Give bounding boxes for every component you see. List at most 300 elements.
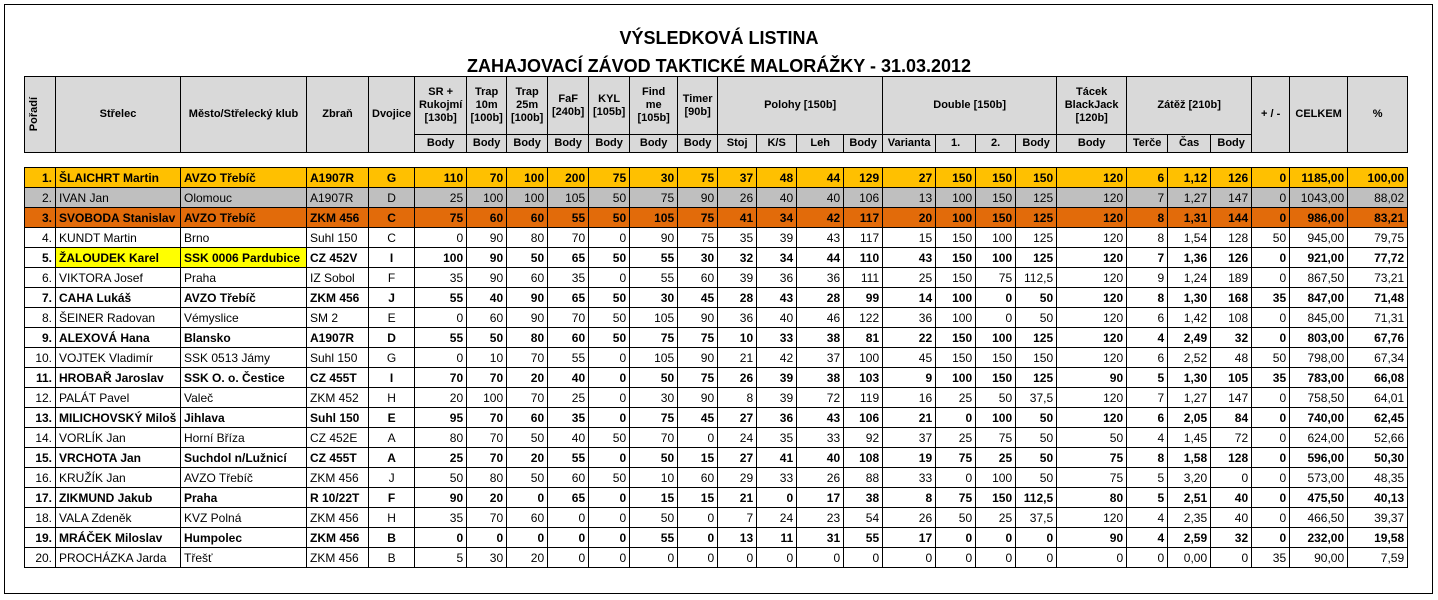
terce-cell: 5 bbox=[1127, 468, 1168, 488]
sr-cell: 95 bbox=[415, 408, 467, 428]
percent-cell: 39,37 bbox=[1348, 508, 1408, 528]
weapon-cell: ZKM 456 bbox=[307, 208, 369, 228]
total-cell: 758,50 bbox=[1290, 388, 1348, 408]
table-row bbox=[25, 488, 1408, 508]
double2-cell: 0 bbox=[976, 288, 1016, 308]
zatez-body-cell: 128 bbox=[1211, 448, 1252, 468]
sr-cell: 25 bbox=[415, 188, 467, 208]
name-cell: ŽALOUDEK Karel bbox=[56, 248, 181, 268]
terce-cell: 7 bbox=[1127, 388, 1168, 408]
club-cell: Vémyslice bbox=[181, 308, 307, 328]
weapon-cell: Suhl 150 bbox=[307, 228, 369, 248]
plusminus-cell: 50 bbox=[1252, 228, 1290, 248]
cas-cell: 2,51 bbox=[1168, 488, 1211, 508]
table-row bbox=[25, 188, 1408, 208]
stoj-cell: 28 bbox=[718, 288, 757, 308]
plusminus-cell: 0 bbox=[1252, 388, 1290, 408]
club-cell: Humpolec bbox=[181, 528, 307, 548]
total-cell: 740,00 bbox=[1290, 408, 1348, 428]
plusminus-cell: 35 bbox=[1252, 368, 1290, 388]
pair-cell: H bbox=[369, 508, 415, 528]
kyl-cell: 0 bbox=[589, 388, 630, 408]
double1-cell: 150 bbox=[936, 228, 976, 248]
double1-cell: 25 bbox=[936, 388, 976, 408]
subheader-body: Body bbox=[467, 135, 507, 153]
polohy-body-cell: 88 bbox=[844, 468, 883, 488]
leh-cell: 38 bbox=[797, 328, 844, 348]
total-cell: 232,00 bbox=[1290, 528, 1348, 548]
trap10-cell: 70 bbox=[467, 508, 507, 528]
faf-cell: 70 bbox=[548, 308, 589, 328]
leh-cell: 44 bbox=[797, 168, 844, 188]
varianta-cell: 45 bbox=[883, 348, 936, 368]
double1-cell: 75 bbox=[936, 488, 976, 508]
cas-cell: 0,00 bbox=[1168, 548, 1211, 568]
terce-cell: 0 bbox=[1127, 548, 1168, 568]
double2-cell: 75 bbox=[976, 268, 1016, 288]
cas-cell: 2,59 bbox=[1168, 528, 1211, 548]
double2-cell: 150 bbox=[976, 488, 1016, 508]
trap25-cell: 90 bbox=[507, 308, 548, 328]
plusminus-cell: 35 bbox=[1252, 548, 1290, 568]
double-body-cell: 125 bbox=[1016, 188, 1057, 208]
pair-cell: A bbox=[369, 428, 415, 448]
zatez-body-cell: 126 bbox=[1211, 248, 1252, 268]
rank-cell: 19. bbox=[25, 528, 56, 548]
club-cell: Blansko bbox=[181, 328, 307, 348]
stoj-cell: 26 bbox=[718, 188, 757, 208]
sr-cell: 20 bbox=[415, 388, 467, 408]
faf-cell: 35 bbox=[548, 268, 589, 288]
varianta-cell: 26 bbox=[883, 508, 936, 528]
ks-cell: 24 bbox=[757, 508, 797, 528]
leh-cell: 37 bbox=[797, 348, 844, 368]
table-row bbox=[25, 348, 1408, 368]
trap25-cell: 0 bbox=[507, 488, 548, 508]
rank-cell: 4. bbox=[25, 228, 56, 248]
pair-cell: B bbox=[369, 528, 415, 548]
faf-cell: 60 bbox=[548, 468, 589, 488]
sr-cell: 35 bbox=[415, 508, 467, 528]
stoj-cell: 21 bbox=[718, 488, 757, 508]
kyl-cell: 50 bbox=[589, 248, 630, 268]
double2-cell: 100 bbox=[976, 248, 1016, 268]
results-table bbox=[24, 76, 1408, 568]
name-cell: HROBAŘ Jaroslav bbox=[56, 368, 181, 388]
timer-cell: 30 bbox=[678, 248, 718, 268]
double-body-cell: 112,5 bbox=[1016, 268, 1057, 288]
club-cell: Třešť bbox=[181, 548, 307, 568]
leh-cell: 38 bbox=[797, 368, 844, 388]
trap10-cell: 90 bbox=[467, 248, 507, 268]
table-row bbox=[25, 548, 1408, 568]
header-dvojice: Dvojice bbox=[369, 77, 415, 153]
name-cell: ŠLAICHRT Martin bbox=[56, 168, 181, 188]
polohy-body-cell: 81 bbox=[844, 328, 883, 348]
polohy-body-cell: 111 bbox=[844, 268, 883, 288]
weapon-cell: ZKM 456 bbox=[307, 468, 369, 488]
double-body-cell: 50 bbox=[1016, 468, 1057, 488]
rank-cell: 3. bbox=[25, 208, 56, 228]
varianta-cell: 19 bbox=[883, 448, 936, 468]
club-cell: Olomouc bbox=[181, 188, 307, 208]
tacek-cell: 120 bbox=[1057, 248, 1127, 268]
findme-cell: 30 bbox=[630, 168, 678, 188]
stoj-cell: 7 bbox=[718, 508, 757, 528]
cas-cell: 1,42 bbox=[1168, 308, 1211, 328]
double1-cell: 150 bbox=[936, 348, 976, 368]
percent-cell: 52,66 bbox=[1348, 428, 1408, 448]
kyl-cell: 0 bbox=[589, 508, 630, 528]
kyl-cell: 0 bbox=[589, 448, 630, 468]
varianta-cell: 15 bbox=[883, 228, 936, 248]
double2-cell: 100 bbox=[976, 228, 1016, 248]
zatez-body-cell: 189 bbox=[1211, 268, 1252, 288]
kyl-cell: 50 bbox=[589, 468, 630, 488]
cas-cell: 1,24 bbox=[1168, 268, 1211, 288]
findme-cell: 30 bbox=[630, 288, 678, 308]
name-cell: KRUŽÍK Jan bbox=[56, 468, 181, 488]
findme-cell: 55 bbox=[630, 268, 678, 288]
page-title: VÝSLEDKOVÁ LISTINA bbox=[619, 28, 819, 48]
varianta-cell: 13 bbox=[883, 188, 936, 208]
percent-cell: 67,76 bbox=[1348, 328, 1408, 348]
rank-cell: 17. bbox=[25, 488, 56, 508]
trap25-cell: 50 bbox=[507, 428, 548, 448]
name-cell: MRÁČEK Miloslav bbox=[56, 528, 181, 548]
varianta-cell: 14 bbox=[883, 288, 936, 308]
sr-cell: 5 bbox=[415, 548, 467, 568]
name-cell: ALEXOVÁ Hana bbox=[56, 328, 181, 348]
name-cell: MILICHOVSKÝ Miloš bbox=[56, 408, 181, 428]
polohy-body-cell: 122 bbox=[844, 308, 883, 328]
sr-cell: 55 bbox=[415, 328, 467, 348]
ks-cell: 33 bbox=[757, 468, 797, 488]
sr-cell: 80 bbox=[415, 428, 467, 448]
stoj-cell: 26 bbox=[718, 368, 757, 388]
tacek-cell: 0 bbox=[1057, 548, 1127, 568]
double-body-cell: 37,5 bbox=[1016, 508, 1057, 528]
pair-cell: E bbox=[369, 408, 415, 428]
zatez-body-cell: 108 bbox=[1211, 308, 1252, 328]
ks-cell: 36 bbox=[757, 268, 797, 288]
zatez-body-cell: 40 bbox=[1211, 508, 1252, 528]
kyl-cell: 0 bbox=[589, 368, 630, 388]
double1-cell: 0 bbox=[936, 548, 976, 568]
zatez-body-cell: 72 bbox=[1211, 428, 1252, 448]
subheader-leh: Leh bbox=[797, 135, 844, 153]
findme-cell: 105 bbox=[630, 308, 678, 328]
timer-cell: 0 bbox=[678, 548, 718, 568]
zatez-body-cell: 168 bbox=[1211, 288, 1252, 308]
leh-cell: 44 bbox=[797, 248, 844, 268]
sr-cell: 35 bbox=[415, 268, 467, 288]
name-cell: SVOBODA Stanislav bbox=[56, 208, 181, 228]
terce-cell: 7 bbox=[1127, 248, 1168, 268]
header-kyl: KYL [105b] bbox=[589, 77, 630, 135]
terce-cell: 4 bbox=[1127, 528, 1168, 548]
leh-cell: 23 bbox=[797, 508, 844, 528]
tacek-cell: 75 bbox=[1057, 448, 1127, 468]
table-row bbox=[25, 468, 1408, 488]
timer-cell: 60 bbox=[678, 468, 718, 488]
faf-cell: 105 bbox=[548, 188, 589, 208]
table-row bbox=[25, 248, 1408, 268]
cas-cell: 1,30 bbox=[1168, 368, 1211, 388]
double1-cell: 150 bbox=[936, 328, 976, 348]
ks-cell: 48 bbox=[757, 168, 797, 188]
weapon-cell: CZ 452V bbox=[307, 248, 369, 268]
trap10-cell: 0 bbox=[467, 528, 507, 548]
table-row bbox=[25, 268, 1408, 288]
cas-cell: 1,54 bbox=[1168, 228, 1211, 248]
leh-cell: 0 bbox=[797, 548, 844, 568]
timer-cell: 75 bbox=[678, 328, 718, 348]
timer-cell: 75 bbox=[678, 208, 718, 228]
percent-cell: 71,31 bbox=[1348, 308, 1408, 328]
club-cell: Brno bbox=[181, 228, 307, 248]
kyl-cell: 0 bbox=[589, 528, 630, 548]
faf-cell: 55 bbox=[548, 448, 589, 468]
percent-cell: 73,21 bbox=[1348, 268, 1408, 288]
varianta-cell: 17 bbox=[883, 528, 936, 548]
polohy-body-cell: 100 bbox=[844, 348, 883, 368]
leh-cell: 43 bbox=[797, 408, 844, 428]
rank-cell: 5. bbox=[25, 248, 56, 268]
double2-cell: 150 bbox=[976, 168, 1016, 188]
cas-cell: 1,12 bbox=[1168, 168, 1211, 188]
faf-cell: 40 bbox=[548, 368, 589, 388]
kyl-cell: 50 bbox=[589, 208, 630, 228]
tacek-cell: 120 bbox=[1057, 208, 1127, 228]
cas-cell: 1,36 bbox=[1168, 248, 1211, 268]
double1-cell: 100 bbox=[936, 288, 976, 308]
zatez-body-cell: 0 bbox=[1211, 468, 1252, 488]
faf-cell: 25 bbox=[548, 388, 589, 408]
leh-cell: 31 bbox=[797, 528, 844, 548]
terce-cell: 9 bbox=[1127, 268, 1168, 288]
polohy-body-cell: 117 bbox=[844, 208, 883, 228]
header-double: Double [150b] bbox=[883, 77, 1057, 135]
table-row bbox=[25, 388, 1408, 408]
stoj-cell: 35 bbox=[718, 228, 757, 248]
polohy-body-cell: 108 bbox=[844, 448, 883, 468]
ks-cell: 39 bbox=[757, 368, 797, 388]
ks-cell: 43 bbox=[757, 288, 797, 308]
kyl-cell: 0 bbox=[589, 548, 630, 568]
zatez-body-cell: 40 bbox=[1211, 488, 1252, 508]
varianta-cell: 27 bbox=[883, 168, 936, 188]
timer-cell: 15 bbox=[678, 448, 718, 468]
percent-cell: 79,75 bbox=[1348, 228, 1408, 248]
zatez-body-cell: 84 bbox=[1211, 408, 1252, 428]
club-cell: KVZ Polná bbox=[181, 508, 307, 528]
total-cell: 803,00 bbox=[1290, 328, 1348, 348]
tacek-cell: 50 bbox=[1057, 428, 1127, 448]
weapon-cell: CZ 455T bbox=[307, 368, 369, 388]
findme-cell: 105 bbox=[630, 208, 678, 228]
cas-cell: 1,45 bbox=[1168, 428, 1211, 448]
tacek-cell: 90 bbox=[1057, 528, 1127, 548]
findme-cell: 10 bbox=[630, 468, 678, 488]
terce-cell: 5 bbox=[1127, 488, 1168, 508]
name-cell: VRCHOTA Jan bbox=[56, 448, 181, 468]
header-polohy: Polohy [150b] bbox=[718, 77, 883, 135]
findme-cell: 55 bbox=[630, 528, 678, 548]
timer-cell: 0 bbox=[678, 508, 718, 528]
stoj-cell: 36 bbox=[718, 308, 757, 328]
pair-cell: D bbox=[369, 188, 415, 208]
subheader-body: Body bbox=[415, 135, 467, 153]
findme-cell: 30 bbox=[630, 388, 678, 408]
terce-cell: 8 bbox=[1127, 208, 1168, 228]
double2-cell: 100 bbox=[976, 408, 1016, 428]
double1-cell: 75 bbox=[936, 448, 976, 468]
pair-cell: F bbox=[369, 488, 415, 508]
terce-cell: 6 bbox=[1127, 348, 1168, 368]
ks-cell: 35 bbox=[757, 428, 797, 448]
double-body-cell: 50 bbox=[1016, 428, 1057, 448]
double1-cell: 100 bbox=[936, 208, 976, 228]
varianta-cell: 37 bbox=[883, 428, 936, 448]
double2-cell: 150 bbox=[976, 368, 1016, 388]
kyl-cell: 0 bbox=[589, 488, 630, 508]
rank-cell: 18. bbox=[25, 508, 56, 528]
findme-cell: 75 bbox=[630, 328, 678, 348]
percent-cell: 19,58 bbox=[1348, 528, 1408, 548]
double1-cell: 150 bbox=[936, 268, 976, 288]
trap25-cell: 20 bbox=[507, 368, 548, 388]
total-cell: 798,00 bbox=[1290, 348, 1348, 368]
percent-cell: 7,59 bbox=[1348, 548, 1408, 568]
rank-cell: 13. bbox=[25, 408, 56, 428]
faf-cell: 65 bbox=[548, 488, 589, 508]
faf-cell: 35 bbox=[548, 408, 589, 428]
sr-cell: 0 bbox=[415, 228, 467, 248]
leh-cell: 46 bbox=[797, 308, 844, 328]
double1-cell: 150 bbox=[936, 168, 976, 188]
club-cell: Praha bbox=[181, 488, 307, 508]
double1-cell: 25 bbox=[936, 428, 976, 448]
faf-cell: 0 bbox=[548, 528, 589, 548]
tacek-cell: 120 bbox=[1057, 268, 1127, 288]
club-cell: SSK 0513 Jámy bbox=[181, 348, 307, 368]
pair-cell: C bbox=[369, 208, 415, 228]
name-cell: VALA Zdeněk bbox=[56, 508, 181, 528]
subheader-body: Body bbox=[548, 135, 589, 153]
subheader-body: Body bbox=[589, 135, 630, 153]
total-cell: 90,00 bbox=[1290, 548, 1348, 568]
double2-cell: 150 bbox=[976, 188, 1016, 208]
double2-cell: 0 bbox=[976, 308, 1016, 328]
total-cell: 1185,00 bbox=[1290, 168, 1348, 188]
trap25-cell: 70 bbox=[507, 348, 548, 368]
faf-cell: 40 bbox=[548, 428, 589, 448]
tacek-cell: 120 bbox=[1057, 168, 1127, 188]
kyl-cell: 50 bbox=[589, 308, 630, 328]
tacek-cell: 120 bbox=[1057, 408, 1127, 428]
terce-cell: 8 bbox=[1127, 448, 1168, 468]
stoj-cell: 37 bbox=[718, 168, 757, 188]
kyl-cell: 50 bbox=[589, 428, 630, 448]
trap10-cell: 70 bbox=[467, 408, 507, 428]
header-tacek: Tácek BlackJack [120b] bbox=[1057, 77, 1127, 135]
polohy-body-cell: 110 bbox=[844, 248, 883, 268]
tacek-cell: 120 bbox=[1057, 388, 1127, 408]
plusminus-cell: 0 bbox=[1252, 268, 1290, 288]
stoj-cell: 32 bbox=[718, 248, 757, 268]
cas-cell: 3,20 bbox=[1168, 468, 1211, 488]
varianta-cell: 9 bbox=[883, 368, 936, 388]
timer-cell: 45 bbox=[678, 408, 718, 428]
rank-cell: 1. bbox=[25, 168, 56, 188]
cas-cell: 2,05 bbox=[1168, 408, 1211, 428]
zatez-body-cell: 147 bbox=[1211, 188, 1252, 208]
pair-cell: E bbox=[369, 308, 415, 328]
pair-cell: G bbox=[369, 168, 415, 188]
varianta-cell: 0 bbox=[883, 548, 936, 568]
trap25-cell: 70 bbox=[507, 388, 548, 408]
double-body-cell: 125 bbox=[1016, 228, 1057, 248]
spacer-row bbox=[25, 153, 1408, 168]
subheader-stoj: Stoj bbox=[718, 135, 757, 153]
percent-cell: 77,72 bbox=[1348, 248, 1408, 268]
stoj-cell: 29 bbox=[718, 468, 757, 488]
rank-cell: 12. bbox=[25, 388, 56, 408]
varianta-cell: 20 bbox=[883, 208, 936, 228]
polohy-body-cell: 103 bbox=[844, 368, 883, 388]
varianta-cell: 22 bbox=[883, 328, 936, 348]
plusminus-cell: 0 bbox=[1252, 168, 1290, 188]
kyl-cell: 50 bbox=[589, 188, 630, 208]
terce-cell: 6 bbox=[1127, 408, 1168, 428]
polohy-body-cell: 106 bbox=[844, 188, 883, 208]
club-cell: Praha bbox=[181, 268, 307, 288]
timer-cell: 90 bbox=[678, 188, 718, 208]
tacek-cell: 120 bbox=[1057, 308, 1127, 328]
stoj-cell: 27 bbox=[718, 448, 757, 468]
findme-cell: 75 bbox=[630, 188, 678, 208]
trap25-cell: 60 bbox=[507, 508, 548, 528]
subheader-cas: Čas bbox=[1168, 135, 1211, 153]
timer-cell: 15 bbox=[678, 488, 718, 508]
timer-cell: 0 bbox=[678, 528, 718, 548]
faf-cell: 0 bbox=[548, 548, 589, 568]
pair-cell: I bbox=[369, 368, 415, 388]
ks-cell: 33 bbox=[757, 328, 797, 348]
sr-cell: 0 bbox=[415, 308, 467, 328]
plusminus-cell: 0 bbox=[1252, 308, 1290, 328]
stoj-cell: 10 bbox=[718, 328, 757, 348]
rank-cell: 16. bbox=[25, 468, 56, 488]
cas-cell: 2,49 bbox=[1168, 328, 1211, 348]
double2-cell: 50 bbox=[976, 388, 1016, 408]
trap10-cell: 20 bbox=[467, 488, 507, 508]
terce-cell: 6 bbox=[1127, 308, 1168, 328]
header-timer: Timer [90b] bbox=[678, 77, 718, 135]
table-row bbox=[25, 208, 1408, 228]
trap25-cell: 0 bbox=[507, 528, 548, 548]
club-cell: Jihlava bbox=[181, 408, 307, 428]
header-procent: % bbox=[1348, 77, 1408, 153]
header-zatez: Zátěž [210b] bbox=[1127, 77, 1252, 135]
table-row bbox=[25, 288, 1408, 308]
results-body bbox=[25, 153, 1408, 568]
findme-cell: 70 bbox=[630, 428, 678, 448]
leh-cell: 28 bbox=[797, 288, 844, 308]
weapon-cell: ZKM 456 bbox=[307, 288, 369, 308]
weapon-cell: IZ Sobol bbox=[307, 268, 369, 288]
